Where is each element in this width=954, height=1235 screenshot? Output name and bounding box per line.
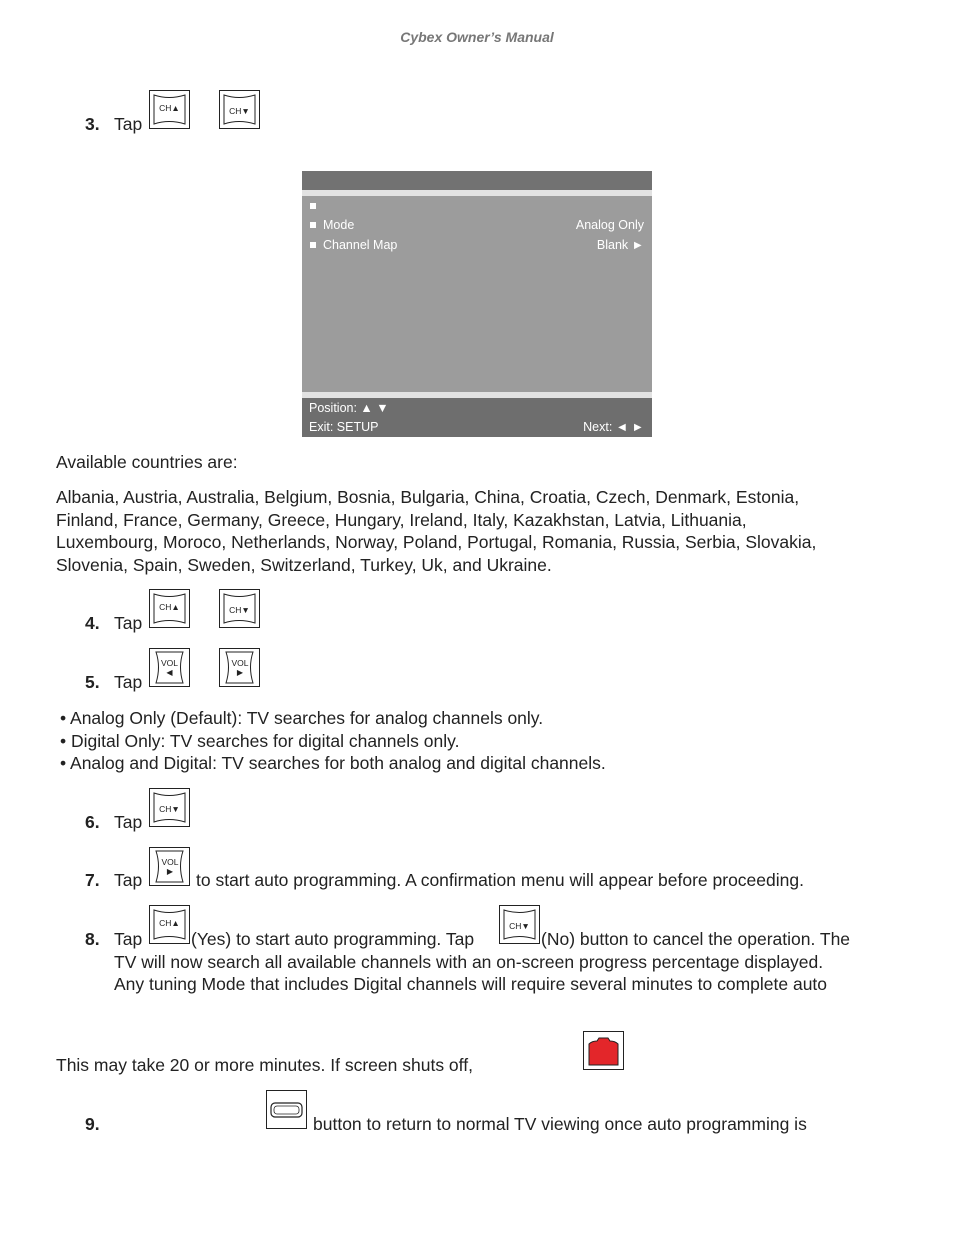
- menu-footer: [302, 398, 652, 437]
- countries-line-3: Luxembourg, Moroco, Netherlands, Norway, Poland, Portugal, Romania, Russia, Serbia, Slovakia,: [56, 532, 817, 552]
- ch-down-label: CH▼: [229, 106, 250, 116]
- step-8-tap: Tap: [114, 929, 143, 949]
- countries-line-4: Slovenia, Spain, Sweden, Switzerland, Turkey, Uk, and Ukraine.: [56, 555, 552, 575]
- bullet-item: • Digital Only: TV searches for digital channels only.: [60, 731, 460, 751]
- power-button[interactable]: [583, 1031, 624, 1070]
- step-8-no-text: (No) button to cancel the operation. The: [541, 929, 851, 949]
- ch-up-button[interactable]: [149, 905, 190, 944]
- step-4-text: Tap: [114, 613, 143, 633]
- bullet-square-icon: [310, 242, 316, 248]
- ch-down-label: CH▼: [509, 921, 530, 931]
- ch-down-button[interactable]: [499, 905, 540, 944]
- step-4-number: 4.: [85, 613, 100, 633]
- step-8-line-2: TV will now search all available channels with an on-screen progress percentage displayed.: [114, 952, 824, 972]
- step-7-tap: Tap: [114, 870, 143, 890]
- arrow-right-icon: ▶: [236, 668, 244, 677]
- bullet-dot-icon: •: [60, 753, 71, 773]
- step-3-number: 3.: [85, 114, 100, 134]
- step-7-number: 7.: [85, 870, 100, 890]
- bullet-item: • Analog and Digital: TV searches for both analog and digital channels.: [60, 753, 606, 773]
- step-8-line-3: Any tuning Mode that includes Digital channels will require several minutes to complete auto: [114, 974, 828, 994]
- ch-up-button[interactable]: [149, 589, 190, 628]
- bullet-item: • Analog Only (Default): TV searches for analog channels only.: [60, 708, 544, 728]
- menu-row-1: [310, 199, 323, 213]
- menu-title-bar: [302, 171, 652, 190]
- footer-position: Position: ▲ ▼: [309, 401, 389, 415]
- mode-label: Mode: [323, 218, 355, 232]
- ch-up-label: CH▲: [159, 918, 180, 928]
- tv-menu-screen: [302, 171, 652, 437]
- footer-exit: Exit: SETUP: [309, 420, 379, 434]
- return-button[interactable]: [266, 1090, 307, 1129]
- channel-map-label: Channel Map: [323, 238, 398, 252]
- step-5-text: Tap: [114, 672, 143, 692]
- bullet-dot-icon: •: [60, 731, 71, 751]
- countries-line-2: Finland, France, Germany, Greece, Hungary, Ireland, Italy, Kazakhstan, Latvia, Lithuania,: [56, 510, 747, 530]
- vol-right-button[interactable]: [219, 648, 260, 687]
- bullet-square-icon: [310, 203, 316, 209]
- ch-down-button[interactable]: [149, 788, 190, 827]
- countries-line-1: Albania, Austria, Australia, Belgium, Bosnia, Bulgaria, China, Croatia, Czech, Denmark, Estonia,: [56, 487, 800, 507]
- ch-up-button[interactable]: [149, 90, 190, 129]
- step-9-number: 9.: [85, 1114, 100, 1134]
- step-6-number: 6.: [85, 812, 100, 832]
- channel-map-value: Blank ►: [596, 238, 644, 252]
- ch-down-label: CH▼: [159, 804, 180, 814]
- step-9-text: button to return to normal TV viewing once auto programming is: [313, 1114, 807, 1134]
- arrow-right-icon: ▶: [166, 867, 174, 876]
- ch-up-label: CH▲: [159, 602, 180, 612]
- step-6-text: Tap: [114, 812, 143, 832]
- vol-label: VOL: [161, 857, 179, 867]
- vol-label: VOL: [160, 658, 179, 668]
- step-8-number: 8.: [85, 929, 100, 949]
- step-3-text: Tap: [114, 114, 143, 134]
- vol-left-button[interactable]: [149, 648, 190, 687]
- menu-divider-top: [302, 190, 652, 196]
- ch-down-button[interactable]: [219, 589, 260, 628]
- power-icon: [589, 1038, 618, 1065]
- return-icon: [271, 1103, 302, 1117]
- bullet-square-icon: [310, 222, 316, 228]
- mode-value: Analog Only: [575, 218, 644, 232]
- menu-row-channel-map[interactable]: [310, 238, 397, 252]
- step-5-number: 5.: [85, 672, 100, 692]
- ch-down-label: CH▼: [229, 605, 250, 615]
- page-header: Cybex Owner’s Manual: [400, 29, 554, 45]
- footer-next: Next: ◄ ►: [583, 420, 644, 434]
- bullet-dot-icon: •: [60, 708, 71, 728]
- duration-note: This may take 20 or more minutes. If screen shuts off,: [56, 1055, 473, 1075]
- countries-intro: Available countries are:: [56, 452, 238, 472]
- vol-label: VOL: [231, 658, 249, 668]
- ch-up-label: CH▲: [159, 103, 180, 113]
- step-8-yes-text: (Yes) to start auto programming. Tap: [191, 929, 475, 949]
- step-7-text: to start auto programming. A confirmation menu will appear before proceeding.: [196, 870, 804, 890]
- arrow-left-icon: ◀: [166, 668, 173, 677]
- menu-row-mode[interactable]: [310, 218, 354, 232]
- vol-right-button[interactable]: [149, 847, 190, 886]
- ch-down-button[interactable]: [219, 90, 260, 129]
